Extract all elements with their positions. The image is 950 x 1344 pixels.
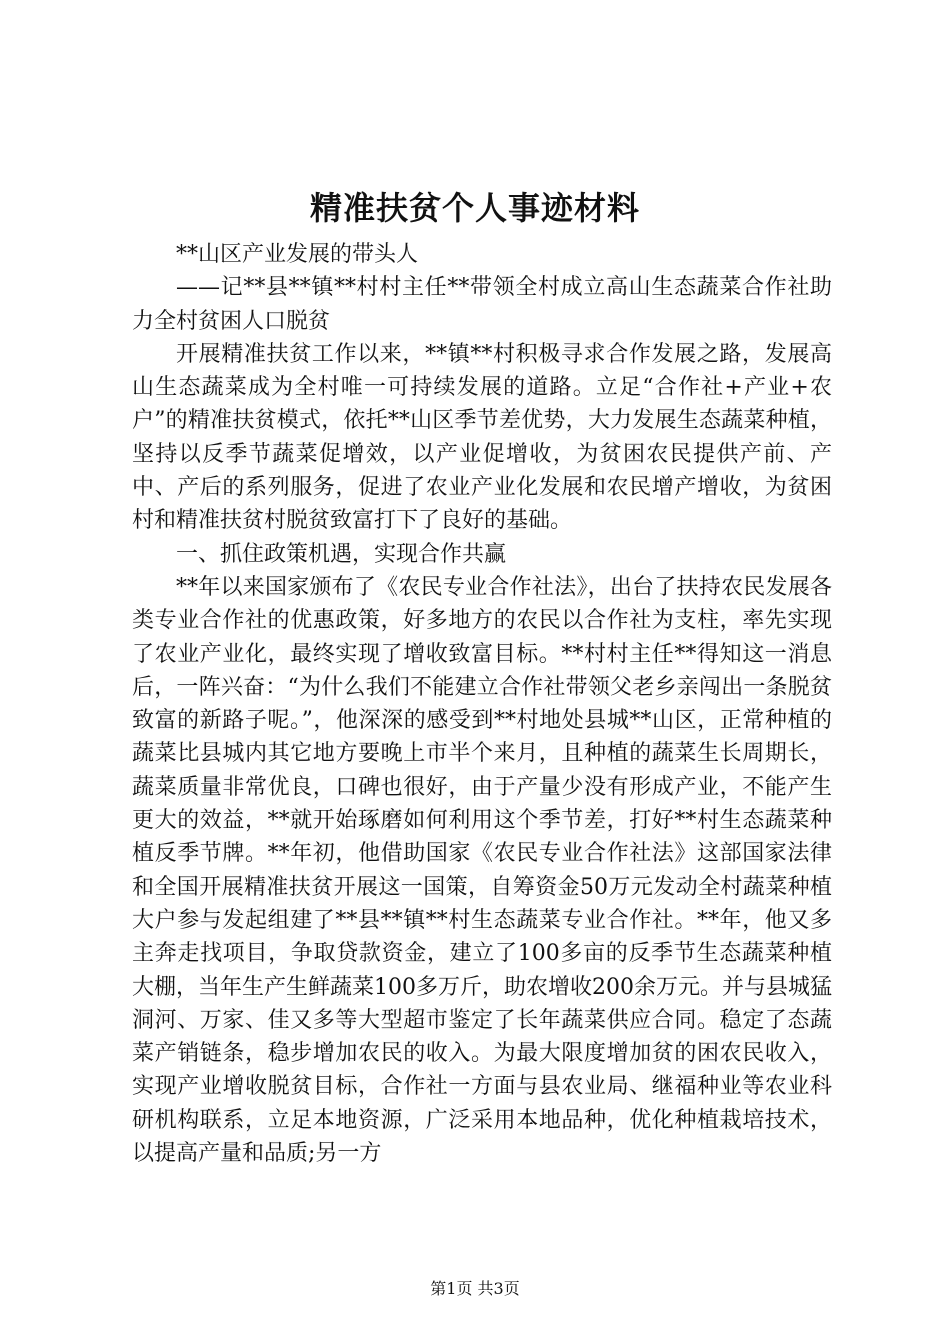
intro-paragraph: 开展精准扶贫工作以来，**镇**村积极寻求合作发展之路，发展高山生态蔬菜成为全村唯一可持续发展的道路。立足“合作社+产业+农户”的精准扶贫模式，依托**山区季节差优势，大力发展生态蔬菜种植，坚持以反季节蔬菜促增效，以产业促增收，为贫困农民提供产前、产中、产后的系列服务，促进了农业产业化发展和农民增产增收，为贫困村和精准扶贫村脱贫致富打下了良好的基础。: [132, 341, 832, 534]
subtitle-dedication: ——记**县**镇**村村主任**带领全村成立高山生态蔬菜合作社助力全村贫困人口脱贫: [132, 275, 832, 334]
section-heading: 一、抓住政策机遇，实现合作共赢: [176, 541, 507, 567]
page-number-footer: 第1页 共3页: [430, 1279, 520, 1298]
document-body: [132, 238, 832, 1170]
document-title: 精准扶贫个人事迹材料: [309, 189, 640, 227]
subtitle-line: **山区产业发展的带头人: [176, 242, 419, 267]
section-paragraph: **年以来国家颁布了《农民专业合作社法》，出台了扶持农民发展各类专业合作社的优惠政策，好多地方的农民以合作社为支柱，率先实现了农业产业化，最终实现了增收致富目标。**村村主任**得知这一消息后，一阵兴奋：“为什么我们不能建立合作社带领父老乡亲闯出一条脱贫致富的新路子呢。”，他深深的感受到**村地处县城**山区，正常种植的蔬菜比县城内其它地方要晚上市半个来月，且种植的蔬菜生长周期长，蔬菜质量非常优良，口碑也很好，由于产量少没有形成产业，不能产生更大的效益，**就开始琢磨如何利用这个季节差，打好**村生态蔬菜种植反季节牌。**年初，他借助国家《农民专业合作社法》这部国家法律和全国开展精准扶贫开展这一国策，自筹资金50万元发动全村蔬菜种植大户参与发起组建了**县**镇**村生态蔬菜专业合作社。**年，他又多主奔走找项目，争取贷款资金，建立了100多亩的反季节生态蔬菜种植大棚，当年生产生鲜蔬菜100多万斤，助农增收200余万元。并与县城猛洞河、万家、佳又多等大型超市鉴定了长年蔬菜供应合同。稳定了态蔬菜产销链条，稳步增加农民的收入。为最大限度增加贫的困农民收入，实现产业增收脱贫目标，合作社一方面与县农业局、继福种业等农业科研机构联系，立足本地资源，广泛采用本地品种，优化种植栽培技术，以提高产量和品质;另一方: [132, 574, 832, 1167]
